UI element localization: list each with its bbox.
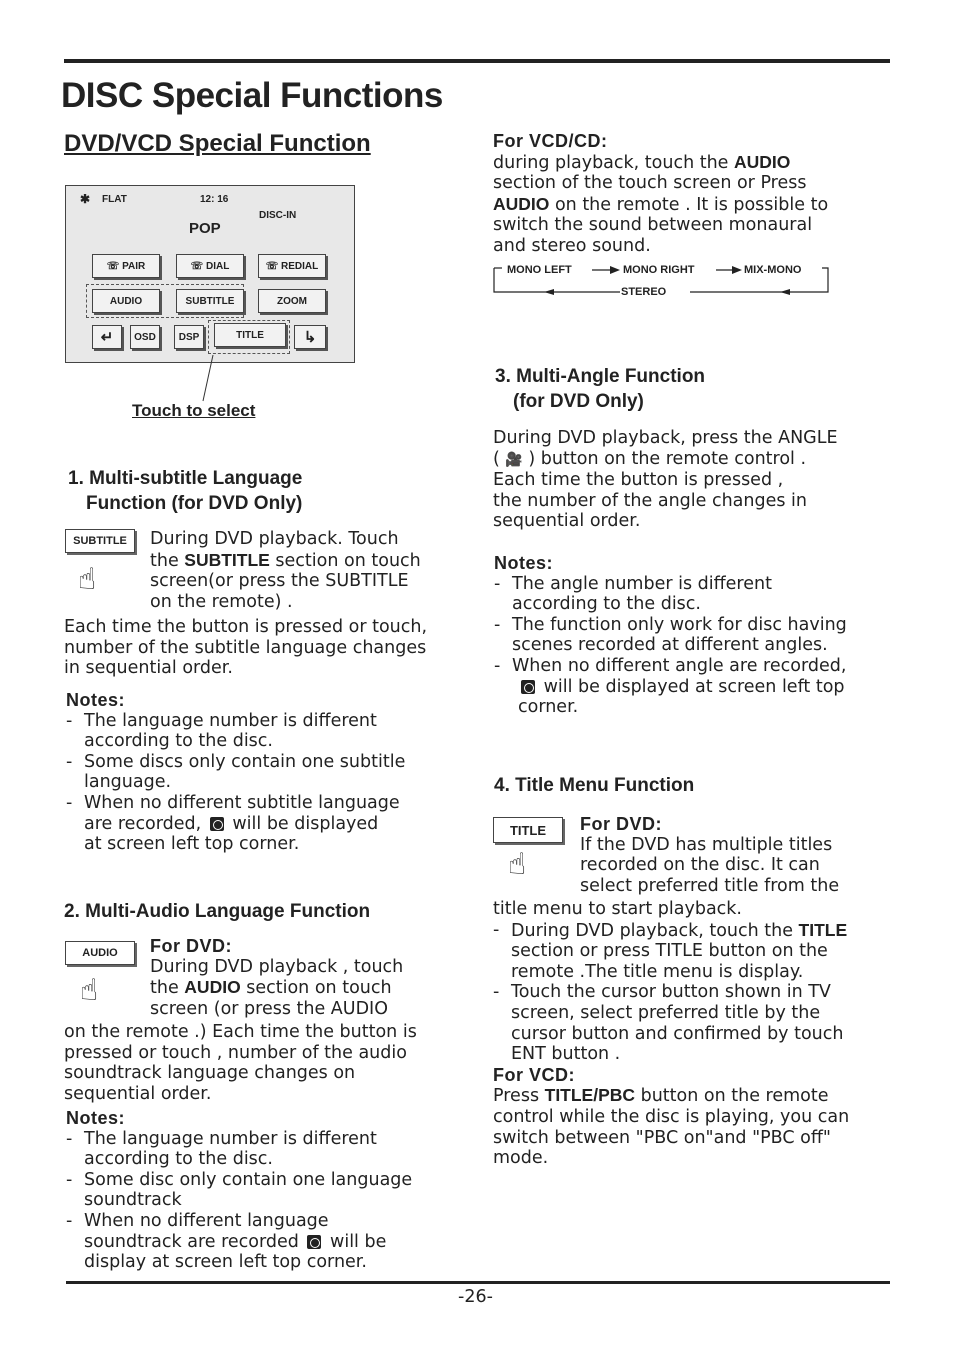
sec2-body: on the remote .) Each time the button is pressed or touch , number of the audio soundtrack language changes on sequential order. bbox=[64, 1022, 417, 1104]
sec3-heading: 3. Multi-Angle Function (for DVD Only) bbox=[495, 366, 706, 412]
hand-icon: ☝ bbox=[78, 562, 97, 597]
bluetooth-icon: ✱ bbox=[80, 192, 91, 206]
sec3-body: During DVD playback, press the ANGLE ( 🎥 ) button on the remote control . Each time the button is pressed , the number of the angle changes in sequential order. bbox=[493, 428, 838, 532]
audio-button[interactable]: AUDIO bbox=[92, 289, 160, 313]
flow-stereo: STEREO bbox=[621, 286, 667, 298]
audio-key-icon: AUDIO bbox=[65, 941, 135, 965]
eq-label: FLAT bbox=[102, 194, 127, 205]
sec3-notes: Notes: - The angle number is different according to the disc. - The function only work for disc having scenes recorded at different angles. - When no different angle are recorded, will be displayed at screen left top corner. bbox=[494, 553, 847, 718]
vcd-text: For VCD/CD: during playback, touch the AUDIO section of the touch screen or Press AUDIO on the remote . It is possible to switch the sound between monaural and stereo sound. bbox=[493, 131, 829, 256]
flow-mono-right: MONO RIGHT bbox=[623, 264, 695, 276]
phone-icon: ☏ bbox=[265, 260, 282, 272]
pop-label: POP bbox=[189, 220, 221, 237]
flow-mono-left: MONO LEFT bbox=[507, 264, 572, 276]
bottom-rule bbox=[66, 1281, 890, 1284]
touch-screen-mock bbox=[65, 185, 355, 363]
sec4-heading: 4. Title Menu Function bbox=[494, 775, 695, 796]
sec4-body: title menu to start playback. - During DVD playback, touch the TITLE section or press TITLE button on the remote .The title menu is display. - Touch the cursor button shown in TV screen, select preferred title by the cursor button and confirmed by touch ENT button . For VCD: Press TITLE/PBC button on the remote control while the disc is playing, you can switch between "PBC on"and "PBC off" mode. bbox=[493, 899, 849, 1169]
phone-icon: ☏ bbox=[106, 260, 123, 272]
title-key-icon: TITLE bbox=[493, 817, 563, 843]
pointer-line bbox=[195, 355, 225, 405]
no-angle-icon bbox=[521, 680, 535, 694]
dial-button[interactable]: ☏ DIAL bbox=[176, 254, 244, 278]
subtitle-button[interactable]: SUBTITLE bbox=[176, 289, 244, 313]
page-number: -26- bbox=[458, 1287, 493, 1307]
dsp-button[interactable]: DSP bbox=[174, 325, 204, 349]
hand-icon: ☝ bbox=[508, 847, 527, 882]
sec1-notes: Notes: - The language number is different according to the disc. - Some discs only contain one subtitle language. - When no different subtitle language are recorded, will be displayed at screen left top corner. bbox=[66, 690, 405, 855]
title-button[interactable]: TITLE bbox=[214, 323, 286, 347]
angle-icon: 🎥 bbox=[505, 451, 523, 468]
flow-mix-mono: MIX-MONO bbox=[744, 264, 802, 276]
osd-button[interactable]: OSD bbox=[130, 325, 160, 349]
sec2-heading: 2. Multi-Audio Language Function bbox=[64, 901, 371, 922]
zoom-button[interactable]: ZOOM bbox=[258, 289, 326, 313]
sec2-side-text: For DVD: During DVD playback , touch the AUDIO section on touch screen (or press the AUDIO bbox=[150, 936, 404, 1019]
subtitle-key-icon: SUBTITLE bbox=[65, 529, 135, 553]
top-rule bbox=[64, 59, 890, 63]
hand-icon: ☝ bbox=[80, 973, 99, 1008]
sec2-notes: Notes: - The language number is different according to the disc. - Some disc only contain one language soundtrack - When no different language soundtrack are recorded will be display at screen left top corner. bbox=[66, 1108, 412, 1273]
clock-label: 12: 16 bbox=[200, 194, 229, 205]
no-angle-icon bbox=[307, 1235, 321, 1249]
pair-button[interactable]: ☏ PAIR bbox=[92, 254, 160, 278]
no-angle-icon bbox=[210, 817, 224, 831]
phone-icon: ☏ bbox=[190, 260, 206, 272]
back-button[interactable]: ↵ bbox=[92, 325, 122, 349]
disc-in-label: DISC-IN bbox=[259, 210, 297, 221]
touch-to-select-caption: Touch to select bbox=[132, 401, 256, 420]
section-subtitle: DVD/VCD Special Function bbox=[64, 130, 371, 157]
page-title: DISC Special Functions bbox=[61, 76, 443, 115]
sec4-side-text: For DVD: If the DVD has multiple titles recorded on the disc. It can select preferred title from the bbox=[580, 814, 840, 896]
redial-button[interactable]: ☏ REDIAL bbox=[258, 254, 326, 278]
sec1-heading: 1. Multi-subtitle Language Function (for DVD Only) bbox=[68, 468, 303, 514]
sec1-body: Each time the button is pressed or touch, number of the subtitle language changes in sequential order. bbox=[64, 617, 428, 679]
sec1-side-text: During DVD playback. Touch the SUBTITLE section on touch screen(or press the SUBTITLE on the remote) . bbox=[150, 529, 421, 612]
next-button[interactable]: ↳ bbox=[294, 325, 326, 349]
